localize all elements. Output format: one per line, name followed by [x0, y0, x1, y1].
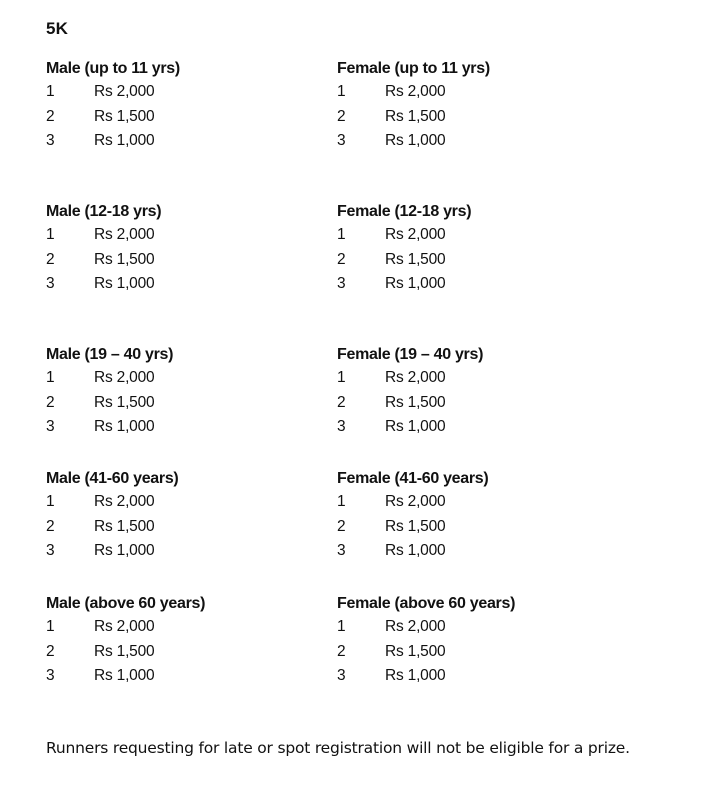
prize-row	[46, 223, 306, 248]
prize-row	[337, 515, 597, 540]
prize-place: 1	[46, 493, 55, 510]
category-male-41-60	[46, 468, 306, 564]
prize-amount: Rs 1,500	[94, 517, 155, 535]
prize-row	[46, 80, 306, 105]
prize-amount: Rs 1,500	[94, 393, 155, 411]
prize-place: 3	[337, 132, 346, 149]
prize-place: 3	[46, 418, 55, 435]
prize-amount: Rs 1,000	[94, 132, 155, 149]
prize-place: 1	[337, 369, 346, 386]
prize-amount: Rs 1,000	[94, 542, 155, 559]
prize-place: 1	[46, 618, 55, 635]
prize-place: 3	[337, 542, 346, 559]
prize-place: 3	[46, 542, 55, 559]
prize-row	[46, 640, 306, 665]
prize-amount: Rs 2,000	[385, 618, 446, 635]
prize-amount: Rs 1,000	[385, 275, 446, 292]
category-heading: Male (above 60 years)	[46, 595, 206, 612]
category-male-up-to-11	[46, 58, 306, 154]
prize-place: 1	[337, 83, 346, 100]
prize-amount: Rs 1,000	[94, 418, 155, 435]
prize-row	[337, 129, 597, 154]
prize-place: 2	[46, 642, 55, 660]
category-male-19-40	[46, 344, 306, 440]
prize-place: 1	[337, 618, 346, 635]
category-female-41-60	[337, 468, 597, 564]
prize-place: 3	[46, 275, 55, 292]
prize-amount: Rs 1,500	[94, 642, 155, 660]
prize-place: 3	[46, 132, 55, 149]
prize-row	[337, 415, 597, 440]
category-heading: Female (12-18 yrs)	[337, 203, 472, 220]
prize-amount: Rs 2,000	[385, 83, 446, 100]
prize-place: 2	[337, 250, 346, 268]
prize-row	[337, 391, 597, 416]
prize-amount: Rs 2,000	[94, 369, 155, 386]
prize-amount: Rs 1,500	[385, 250, 446, 268]
prize-amount: Rs 1,500	[385, 642, 446, 660]
prize-row	[46, 272, 306, 297]
prize-row	[337, 272, 597, 297]
prize-place: 1	[46, 226, 55, 243]
prize-place: 2	[337, 107, 346, 125]
category-female-up-to-11	[337, 58, 597, 154]
prize-place: 3	[337, 667, 346, 684]
category-heading: Female (up to 11 yrs)	[337, 60, 490, 77]
prize-amount: Rs 1,500	[94, 250, 155, 268]
prize-row	[46, 615, 306, 640]
prize-row	[337, 539, 597, 564]
prize-amount: Rs 2,000	[94, 618, 155, 635]
prize-amount: Rs 1,000	[385, 132, 446, 149]
category-heading: Male (up to 11 yrs)	[46, 60, 180, 77]
prize-amount: Rs 1,000	[385, 542, 446, 559]
prize-row	[46, 248, 306, 273]
prize-place: 3	[337, 418, 346, 435]
category-heading: Female (above 60 years)	[337, 595, 516, 612]
prize-place: 2	[337, 393, 346, 411]
prize-amount: Rs 1,000	[94, 667, 155, 684]
document-title: 5K	[46, 19, 69, 38]
prize-amount: Rs 2,000	[94, 83, 155, 100]
prize-amount: Rs 2,000	[94, 493, 155, 510]
prize-place: 3	[337, 275, 346, 292]
prize-place: 2	[46, 517, 55, 535]
prize-place: 3	[46, 667, 55, 684]
prize-amount: Rs 2,000	[385, 226, 446, 243]
prize-row	[46, 366, 306, 391]
prize-place: 1	[337, 493, 346, 510]
prize-amount: Rs 1,500	[385, 517, 446, 535]
prize-place: 2	[46, 393, 55, 411]
prize-amount: Rs 1,500	[94, 107, 155, 125]
prize-row	[337, 490, 597, 515]
prize-amount: Rs 2,000	[385, 493, 446, 510]
prize-place: 1	[46, 369, 55, 386]
prize-amount: Rs 1,000	[94, 275, 155, 292]
category-heading: Male (19 – 40 yrs)	[46, 346, 174, 363]
category-heading: Male (41-60 years)	[46, 470, 179, 487]
prize-place: 2	[337, 642, 346, 660]
category-male-12-18	[46, 201, 306, 297]
prize-place: 1	[337, 226, 346, 243]
category-female-19-40	[337, 344, 597, 440]
prize-row	[46, 105, 306, 130]
category-heading: Female (41-60 years)	[337, 470, 489, 487]
category-male-above-60	[46, 593, 306, 689]
prize-row	[46, 664, 306, 689]
prize-amount: Rs 1,500	[385, 107, 446, 125]
category-female-12-18	[337, 201, 597, 297]
prize-row	[337, 248, 597, 273]
prize-amount: Rs 2,000	[385, 369, 446, 386]
prize-row	[337, 223, 597, 248]
prize-row	[337, 664, 597, 689]
prize-row	[46, 515, 306, 540]
category-heading: Male (12-18 yrs)	[46, 203, 162, 220]
prize-amount: Rs 1,000	[385, 418, 446, 435]
prize-place: 2	[46, 250, 55, 268]
prize-amount: Rs 1,500	[385, 393, 446, 411]
prize-row	[46, 490, 306, 515]
prize-row	[337, 80, 597, 105]
category-heading: Female (19 – 40 yrs)	[337, 346, 484, 363]
prize-row	[46, 415, 306, 440]
prize-row	[337, 615, 597, 640]
prize-amount: Rs 1,000	[385, 667, 446, 684]
prize-place: 1	[46, 83, 55, 100]
category-female-above-60	[337, 593, 597, 689]
prize-row	[46, 539, 306, 564]
prize-row	[46, 129, 306, 154]
prize-row	[46, 391, 306, 416]
prize-amount: Rs 2,000	[94, 226, 155, 243]
prize-row	[337, 105, 597, 130]
prize-row	[337, 640, 597, 665]
prize-place: 2	[337, 517, 346, 535]
prize-place: 2	[46, 107, 55, 125]
eligibility-note: Runners requesting for late or spot registration will not be eligible for a prize.	[46, 739, 630, 757]
prize-row	[337, 366, 597, 391]
